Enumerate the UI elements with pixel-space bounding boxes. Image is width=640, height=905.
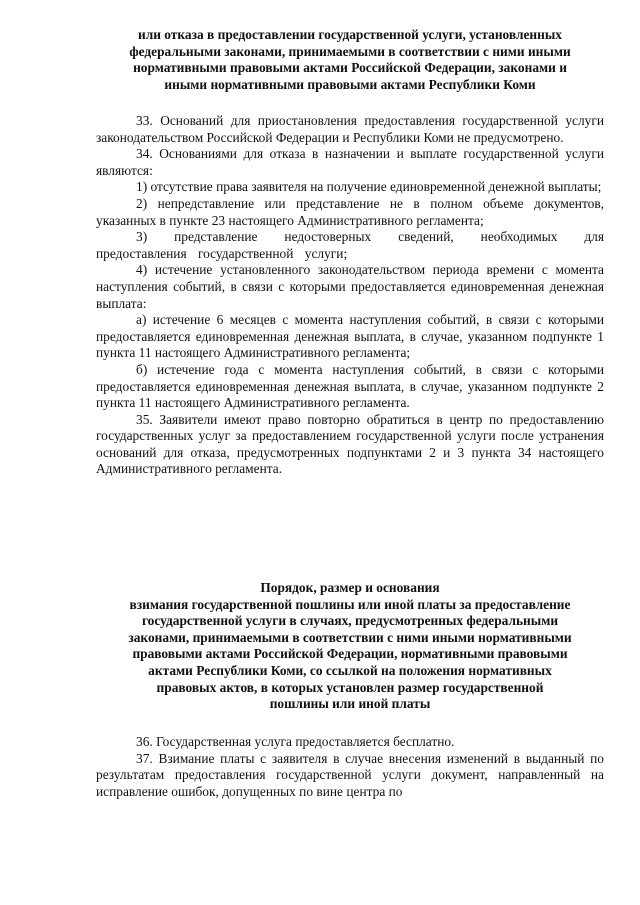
paragraph-34: 34. Основаниями для отказа в назначении и выплате государственной услуги являются: xyxy=(96,146,604,178)
paragraph-34-item-4a: а) истечение 6 месяцев с момента наступления событий, в связи с которыми предоставляется единовременная денежная выплата, в случае, указанном подпункте 1 пункта 11 настоящего Административного регламента; xyxy=(96,312,604,361)
heading-line: правовыми актами Российской Федерации, нормативными правовыми xyxy=(132,646,568,662)
paragraph-36: 36. Государственная услуга предоставляется бесплатно. xyxy=(136,734,455,749)
heading-line: пошлины или иной платы xyxy=(269,696,431,712)
heading-line: законами, принимаемыми в соответствии с ними иными нормативными xyxy=(128,629,572,645)
paragraph-34-item-2: 2) непредставление или представление не в полном объеме документов, указанных в пункте 23 настоящего Административного регламента; xyxy=(96,195,604,228)
paragraph-37: 37. Взимание платы с заявителя в случае внесения изменений в выданный по результатам предоставления государственной услуги документ, направленный на исправление ошибок, допущенных по вине центра по xyxy=(96,750,604,799)
paragraph-34-item-4: 4) истечение установленного законодательством периода времени с момента наступления событий, в связи с которыми предоставляется единовременная денежная выплата: xyxy=(96,262,604,311)
paragraph-33: 33. Оснований для приостановления предоставления государственной услуги законодательством Российской Федерации и Республики Коми не предусмотрено. xyxy=(96,113,604,145)
paragraph-34-item-4b: б) истечение года с момента наступления событий, в связи с которыми предоставляется единовременная денежная выплата, в случае, указанном подпункте 2 пункта 11 настоящего Административного регламента. xyxy=(96,361,604,411)
heading-line: федеральными законами, принимаемыми в соответствии с ними иными xyxy=(129,43,571,59)
paragraph-34-item-3: 3) представление недостоверных сведений, необходимых для предоставления государственной услуги; xyxy=(96,229,604,261)
heading-line: или отказа в предоставлении государственной услуги, установленных xyxy=(138,27,562,42)
paragraph-35: 35. Заявители имеют право повторно обратиться в центр по предоставлению государственных услуг за предоставлением государственной услуги после устранения оснований для отказа, предусмотренных подпунктами 2 и 3 пункта 34 настоящего Административного регламента. xyxy=(96,411,604,477)
heading-line: государственной услуги в случаях, предусмотренных федеральными xyxy=(141,613,559,629)
body-section-2 xyxy=(96,734,604,800)
heading-line: актами Республики Коми, со ссылкой на положения нормативных xyxy=(148,662,552,678)
heading-line: нормативными правовыми актами Российской Федерации, законами и xyxy=(133,60,567,76)
body-section-1 xyxy=(96,113,604,478)
paragraph-34-item-1: 1) отсутствие права заявителя на получение единовременной денежной выплаты; xyxy=(136,179,602,195)
section-heading-fees xyxy=(96,580,604,713)
heading-line: правовых актов, в которых установлен размер государственной xyxy=(156,679,544,695)
heading-line: иными нормативными правовыми актами Республики Коми xyxy=(164,76,536,92)
heading-line: взимания государственной пошлины или иной платы за предоставление xyxy=(129,596,571,612)
heading-line: Порядок, размер и основания xyxy=(260,580,440,595)
section-heading-top xyxy=(96,27,604,93)
